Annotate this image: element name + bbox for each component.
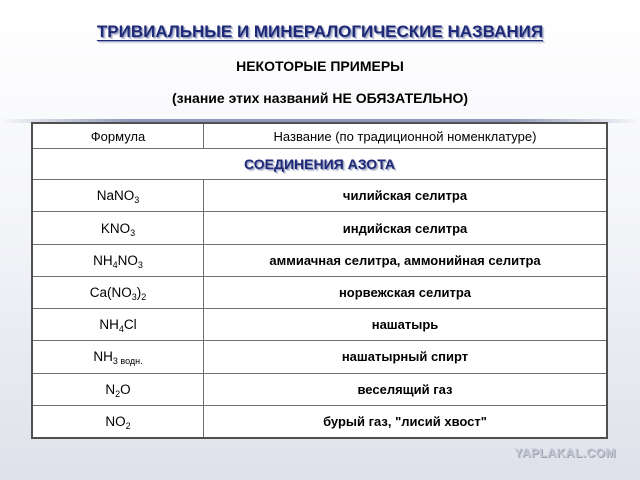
formula-text: NH <box>99 317 119 333</box>
section-heading: СОЕДИНЕНИЯ АЗОТА <box>244 156 395 173</box>
formula-subscript: 3 <box>131 291 137 302</box>
formula-subscript: 2 <box>115 388 121 399</box>
formula-text: NaNO <box>96 188 135 204</box>
formula-cell <box>32 180 204 212</box>
formula-text: O <box>120 381 131 397</box>
name-cell: веселящий газ <box>204 373 608 405</box>
formula-text: KNO <box>100 220 131 236</box>
formula-subscript: 3 <box>137 259 143 270</box>
formula-text: NO <box>117 252 138 268</box>
name-column-header: Название (по традиционной номенклатуре) <box>204 123 608 149</box>
formula-text: N <box>105 381 116 397</box>
formula-text: Ca(NO <box>89 284 132 300</box>
formula-subscript: 2 <box>141 291 147 302</box>
formula-cell <box>32 405 204 438</box>
formula-text: NO <box>105 413 126 429</box>
section-cell <box>32 149 607 180</box>
table-row <box>32 341 607 373</box>
formula-cell <box>32 276 204 308</box>
formula-text: Cl <box>123 317 137 333</box>
table-row <box>32 373 607 405</box>
name-cell: нашатырный спирт <box>204 341 608 373</box>
formula-cell <box>32 244 204 276</box>
formula-text: ) <box>136 284 142 300</box>
table-row <box>32 405 607 438</box>
names-table <box>31 122 608 439</box>
formula-subscript: 2 <box>125 420 131 431</box>
table-row <box>32 309 607 341</box>
table-header-row <box>32 123 607 149</box>
table-row <box>32 276 607 308</box>
table-row <box>32 212 607 244</box>
formula-subscript: 4 <box>112 259 118 270</box>
formula-cell <box>32 212 204 244</box>
formula-cell <box>32 341 204 373</box>
slide-title: ТРИВИАЛЬНЫЕ И МИНЕРАЛОГИЧЕСКИЕ НАЗВАНИЯ <box>96 22 544 41</box>
table-row <box>32 180 607 212</box>
formula-subscript: 3 <box>134 195 140 206</box>
formula-cell <box>32 309 204 341</box>
slide-note: (знание этих названий НЕ ОБЯЗАТЕЛЬНО) <box>171 90 469 106</box>
name-cell: чилийская селитра <box>204 180 608 212</box>
formula-text: NH <box>93 349 113 365</box>
formula-cell <box>32 373 204 405</box>
formula-text: NH <box>93 252 113 268</box>
name-cell: индийская селитра <box>204 212 608 244</box>
slide-subtitle: НЕКОТОРЫЕ ПРИМЕРЫ <box>236 58 404 74</box>
name-cell: бурый газ, "лисий хвост" <box>204 405 608 438</box>
formula-subscript: 4 <box>118 324 124 335</box>
section-row <box>32 149 607 180</box>
table-row <box>32 244 607 276</box>
formula-subscript: 3 <box>130 227 136 238</box>
watermark: YAPLAKAL.COM <box>514 446 616 460</box>
name-cell: норвежская селитра <box>204 276 608 308</box>
name-cell: нашатырь <box>204 309 608 341</box>
formula-column-header: Формула <box>32 123 204 149</box>
formula-subscript: 3 водн. <box>112 356 143 367</box>
name-cell: аммиачная селитра, аммонийная селитра <box>204 244 608 276</box>
